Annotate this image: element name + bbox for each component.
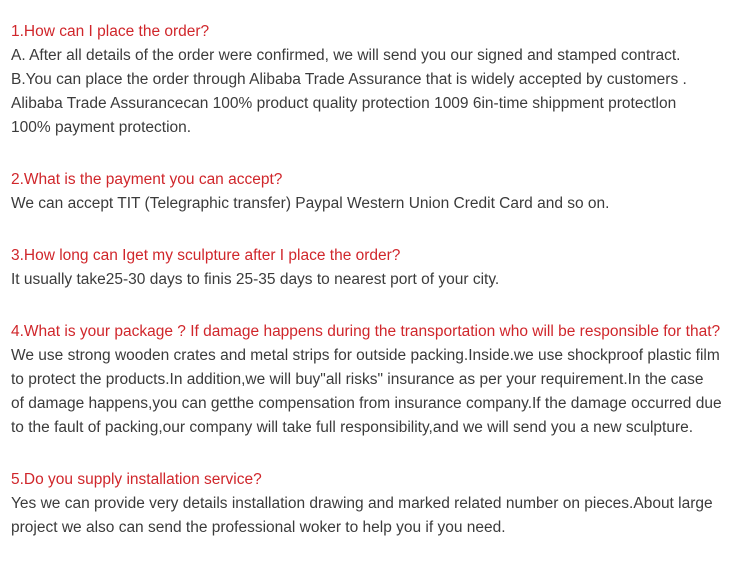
- faq-answer-line: 100% payment protection.: [11, 119, 192, 136]
- faq-answer-line: of damage happens,you can getthe compensation from insurance company.If the damage occurred due: [11, 395, 722, 412]
- faq-section-5: [11, 468, 740, 540]
- faq-question: 3.How long can Iget my sculpture after I place the order?: [11, 247, 401, 264]
- faq-answer-line: to protect the products.In addition,we will buy"all risks" insurance as per your requirement.In the case: [11, 371, 704, 388]
- faq-section-2: [11, 168, 740, 216]
- faq-answer-line: We can accept TIT (Telegraphic transfer) Paypal Western Union Credit Card and so on.: [11, 195, 610, 212]
- faq-answer-line: We use strong wooden crates and metal strips for outside packing.Inside.we use shockproof plastic film: [11, 347, 720, 364]
- faq-answer-line: Yes we can provide very details installation drawing and marked related number on pieces.About large: [11, 495, 713, 512]
- faq-section-4: [11, 320, 740, 440]
- faq-question: 1.How can I place the order?: [11, 23, 210, 40]
- faq-question: 2.What is the payment you can accept?: [11, 171, 283, 188]
- faq-answer-line: It usually take25-30 days to finis 25-35 days to nearest port of your city.: [11, 271, 500, 288]
- faq-answer-line: B.You can place the order through Alibaba Trade Assurance that is widely accepted by customers .: [11, 71, 687, 88]
- faq-section-1: [11, 20, 740, 140]
- faq-question: 5.Do you supply installation service?: [11, 471, 262, 488]
- faq-answer-line: A. After all details of the order were confirmed, we will send you our signed and stamped contract.: [11, 47, 681, 64]
- faq-answer-line: Alibaba Trade Assurancecan 100% product quality protection 1009 6in-time shippment protectlon: [11, 95, 677, 112]
- faq-section-3: [11, 244, 740, 292]
- faq-question: 4.What is your package ? If damage happens during the transportation who will be responsible for that?: [11, 323, 721, 340]
- faq-answer-line: to the fault of packing,our company will take full responsibility,and we will send you a new sculpture.: [11, 419, 694, 436]
- faq-answer-line: project we also can send the professional woker to help you if you need.: [11, 519, 506, 536]
